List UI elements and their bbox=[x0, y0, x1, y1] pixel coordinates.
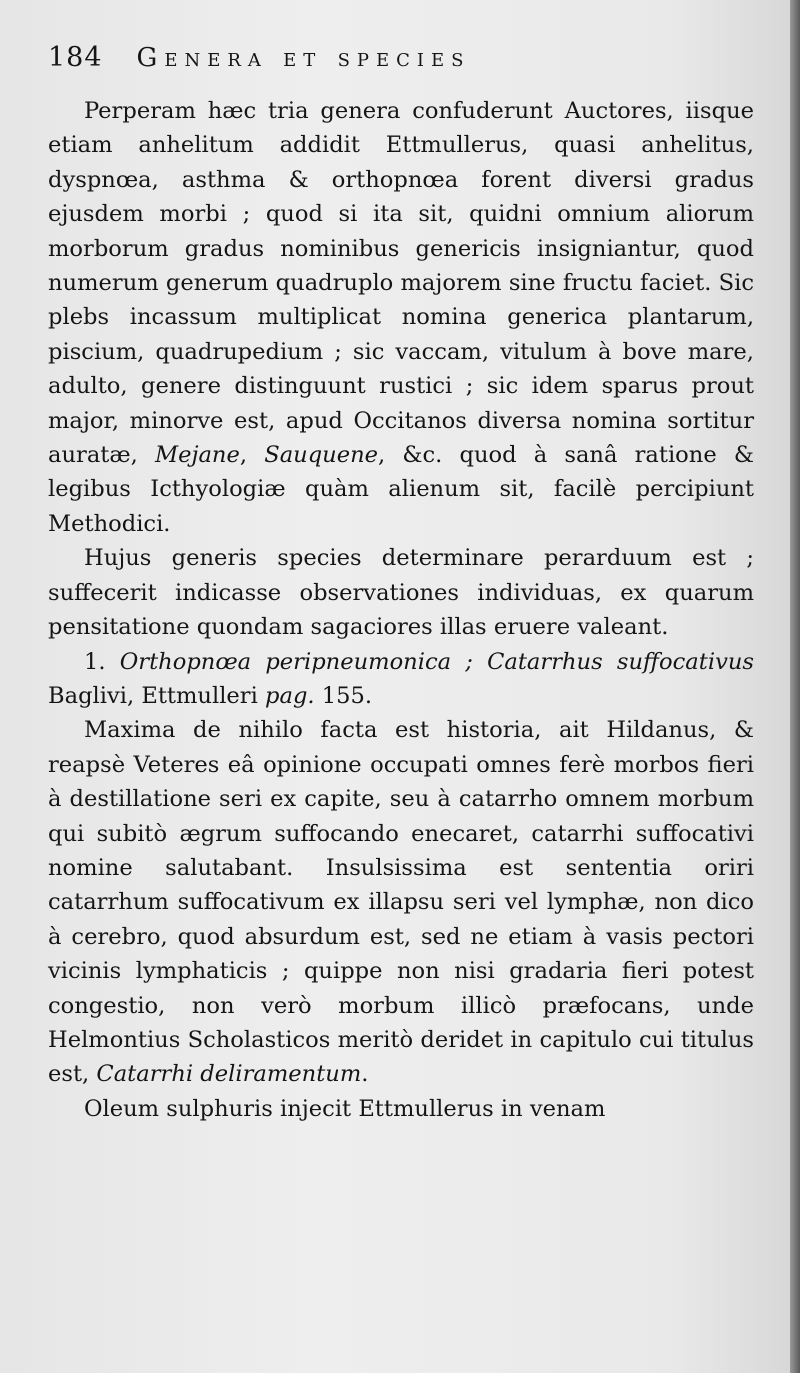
numbered-paragraph bbox=[48, 645, 754, 714]
italic-term: Mejane bbox=[154, 442, 240, 469]
paragraph-text: Perperam hæc tria genera confuderunt Auctores, iisque etiam anhelitum addidit Ettmullerus, quasi anhelitus, dyspnœa, asthma & orthopnœa forent diversi gradus ejusdem morbi ; quod si ita sit, quidni omnium aliorum morborum gradus nominibus genericis insigniantur, quod numerum generum quadruplo majorem sine fructu faciet. Sic plebs incassum multiplicat nomina generica plantarum, piscium, quadrupedium ; sic vaccam, vitulum à bove mare, adulto, genere distinguunt rustici ; sic idem sparus prout major, minorve est, apud Occitanos diversa nomina sortitur auratæ, bbox=[48, 98, 754, 469]
paragraph-text: . bbox=[361, 1061, 369, 1088]
italic-term: pag. bbox=[265, 682, 315, 709]
body-text bbox=[48, 94, 754, 1126]
italic-term: Catarrhi deliramentum bbox=[96, 1061, 362, 1088]
paragraph bbox=[48, 713, 754, 1091]
paragraph-text: Oleum sulphuris injecit Ettmullerus in venam bbox=[84, 1095, 606, 1122]
paragraph-text: 155. bbox=[314, 682, 373, 709]
running-title: Genera et species bbox=[136, 43, 471, 73]
italic-term: Orthopnœa peripneumonica ; Catarrhus suffocativus bbox=[119, 648, 754, 675]
paragraph-text: Hujus generis species determinare perarduum est ; suffecerit indicasse observationes individuas, ex quarum pensitatione quondam sagaciores illas eruere valeant. bbox=[48, 545, 754, 641]
paragraph-text: , bbox=[239, 442, 265, 469]
paragraph bbox=[48, 541, 754, 644]
italic-term: Sauquene bbox=[264, 442, 379, 469]
page-number: 184 bbox=[48, 42, 103, 73]
page-edge-shadow bbox=[790, 0, 800, 1373]
item-number: 1. bbox=[84, 648, 106, 675]
paragraph-text: , &c. quod à sanâ ratione & legibus Icthyologiæ quàm alienum sit, facilè percipiunt Methodici. bbox=[48, 442, 754, 537]
paragraph-text: Maxima de nihilo facta est historia, ait Hildanus, & reapsè Veteres eâ opinione occupati omnes ferè morbos fieri à destillatione seri ex capite, seu à catarrho omnem morbum qui subitò ægrum suffocando enecaret, catarrhi suffocativi nomine salutabant. Insulsissima est sententia oriri catarrhum suffocativum ex illapsu seri vel lymphæ, non dico à cerebro, quod absurdum est, sed ne etiam à vasis pectori vicinis lymphaticis ; quippe non nisi gradaria fieri potest congestio, non verò morbum illicò præfocans, unde Helmontius Scholasticos meritò deridet in capitulo cui titulus est, bbox=[48, 717, 754, 1088]
paragraph-text: Baglivi, Ettmulleri bbox=[48, 682, 266, 709]
paragraph bbox=[48, 1092, 754, 1126]
running-head bbox=[48, 42, 754, 92]
paragraph bbox=[48, 94, 754, 541]
